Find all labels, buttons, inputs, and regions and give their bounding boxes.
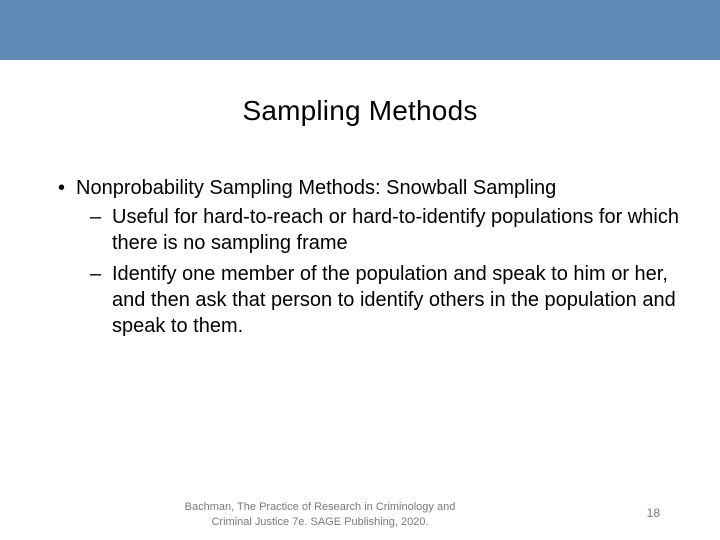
sub-bullet-list: [58, 204, 698, 339]
sub-bullet-text: Identify one member of the population and speak to him or her, and then ask that person to identify others in the population and speak to them.: [112, 263, 676, 337]
header-bar: [0, 0, 720, 60]
citation-line-1: Bachman, The Practice of Research in Criminology and: [184, 501, 456, 513]
sub-bullet-text: Useful for hard-to-reach or hard-to-identify populations for which there is no sampling frame: [112, 206, 679, 254]
sub-bullet-item: [58, 204, 698, 256]
citation-line-2: Criminal Justice 7e. SAGE Publishing, 2020.: [211, 516, 429, 528]
dash-marker: –: [90, 263, 102, 285]
bullet-marker: •: [58, 177, 66, 199]
dash-marker: –: [90, 206, 102, 228]
main-bullet: [58, 175, 698, 201]
slide-content: [58, 175, 698, 344]
page-number: 18: [646, 506, 660, 520]
sub-bullet-item: [58, 261, 698, 339]
slide-title: Sampling Methods: [242, 95, 478, 126]
main-bullet-text: Nonprobability Sampling Methods: Snowball Sampling: [76, 177, 557, 199]
footer-citation: [160, 500, 480, 530]
